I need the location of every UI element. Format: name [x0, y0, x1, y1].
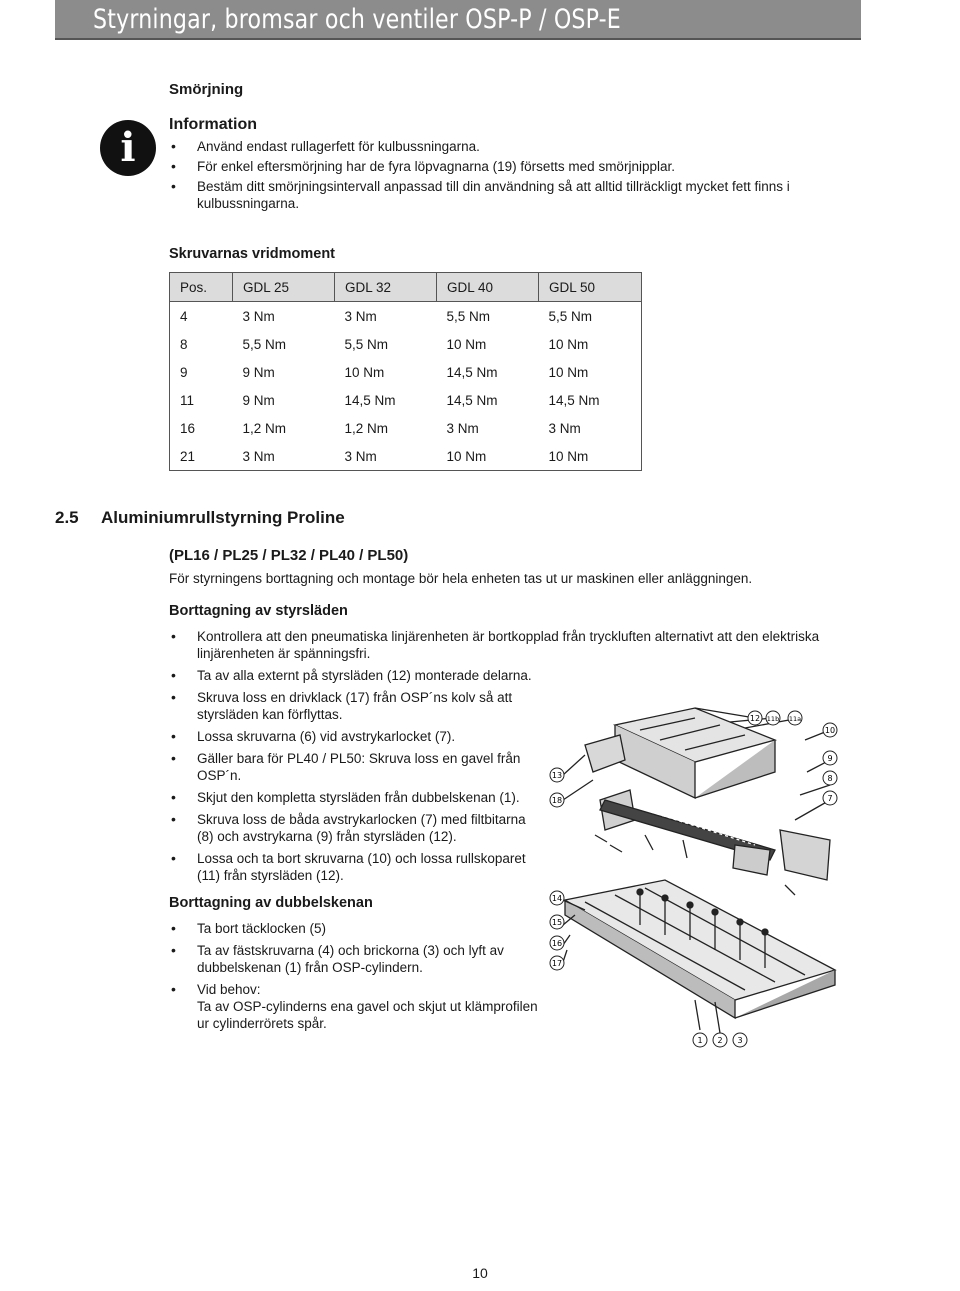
list-item: • Lossa skruvarna (6) vid avstrykarlocket (7).: [169, 728, 541, 745]
list-item: • Använd endast rullagerfett för kulbussningarna.: [169, 138, 859, 155]
table-cell: 14,5 Nm: [446, 364, 498, 380]
table-cell: 3 Nm: [344, 308, 377, 324]
list-item: • Skruva loss en drivklack (17) från OSP´ns kolv så att styrsläden kan förflyttas.: [169, 689, 541, 723]
table-cell: 5,5 Nm: [446, 308, 491, 324]
table-row: [170, 414, 642, 442]
section-title: Aluminiumrullstyrning Proline: [101, 508, 345, 527]
table-cell: 10 Nm: [548, 448, 589, 464]
table-cell: 10 Nm: [548, 364, 589, 380]
column-header: GDL 50: [539, 273, 642, 302]
table-cell: 14,5 Nm: [344, 392, 396, 408]
torque-table: [169, 272, 642, 471]
list-item: • Bestäm ditt smörjningsintervall anpassad till din användning så att alltid tillräckligt mycket fett finns i kulbussningarna.: [169, 178, 859, 212]
callout-label: 18: [551, 796, 563, 805]
callout-label: 15: [551, 918, 563, 927]
info-list: [169, 138, 859, 215]
info-icon: i: [100, 120, 156, 176]
table-cell: 5,5 Nm: [548, 308, 593, 324]
table-cell: 3 Nm: [446, 420, 479, 436]
callout-label: 3: [737, 1036, 743, 1045]
list-item: • Skruva loss de båda avstrykarlocken (7) med filtbitarna (8) och avstrykarna (9) från styrsläden (12).: [169, 811, 541, 845]
exploded-assembly-illustration: [545, 700, 845, 1060]
callout-label: 13: [551, 771, 563, 780]
table-cell: 1,2 Nm: [242, 420, 287, 436]
table-cell: 9: [180, 364, 188, 380]
table-row: [170, 302, 642, 331]
table-row: [170, 330, 642, 358]
callout-label: 10: [824, 726, 836, 735]
slide-removal-heading: Borttagning av styrsläden: [169, 603, 348, 619]
lubrication-heading: Smörjning: [169, 81, 244, 98]
callout-label: 1: [697, 1036, 703, 1045]
table-cell: 4: [180, 308, 188, 324]
section-number: 2.5: [55, 508, 79, 527]
table-cell: 9 Nm: [242, 392, 275, 408]
table-cell: 3 Nm: [242, 308, 275, 324]
list-item: • Lossa och ta bort skruvarna (10) och lossa rullskoparet (11) från styrsläden (12).: [169, 850, 541, 884]
rail-removal-steps: [169, 920, 541, 1037]
list-item: • Ta av fästskruvarna (4) och brickorna (3) och lyft av dubbelskenan (1) från OSP-cylindern.: [169, 942, 541, 976]
table-cell: 5,5 Nm: [242, 336, 287, 352]
column-header: Pos.: [170, 273, 233, 302]
table-row: [170, 442, 642, 471]
intro-text: För styrningens borttagning och montage bör hela enheten tas ut ur maskinen eller anläggningen.: [169, 571, 753, 586]
table-cell: 10 Nm: [446, 336, 487, 352]
page-number: 10: [472, 1265, 488, 1281]
column-header: GDL 32: [335, 273, 437, 302]
list-item: • Gäller bara för PL40 / PL50: Skruva loss en gavel från OSP´n.: [169, 750, 541, 784]
table-cell: 5,5 Nm: [344, 336, 389, 352]
callout-label: 7: [827, 794, 833, 803]
list-item: • Ta av alla externt på styrsläden (12) monterade delarna.: [169, 667, 541, 684]
page-title: Styrningar, bromsar och ventiler OSP-P / OSP-E: [93, 4, 621, 35]
table-header-row: [170, 273, 642, 302]
table-cell: 3 Nm: [548, 420, 581, 436]
table-row: [170, 358, 642, 386]
torque-heading: Skruvarnas vridmoment: [169, 246, 336, 262]
rail-removal-heading: Borttagning av dubbelskenan: [169, 895, 373, 911]
list-item: • Ta bort täcklocken (5): [169, 920, 541, 937]
table-cell: 10 Nm: [548, 336, 589, 352]
table-cell: 11: [180, 392, 195, 408]
table-cell: 9 Nm: [242, 364, 275, 380]
column-header: GDL 40: [437, 273, 539, 302]
callout-label: 11b: [766, 715, 780, 723]
callout-label: 16: [551, 939, 563, 948]
list-item: • Skjut den kompletta styrsläden från dubbelskenan (1).: [169, 789, 541, 806]
table-cell: 3 Nm: [344, 448, 377, 464]
table-cell: 21: [180, 448, 196, 464]
callout-label: 12: [749, 714, 761, 723]
table-cell: 1,2 Nm: [344, 420, 389, 436]
table-row: [170, 386, 642, 414]
info-heading: Information: [169, 116, 257, 133]
table-cell: 16: [180, 420, 196, 436]
list-item: • Vid behov: Ta av OSP-cylinderns ena gavel och skjut ut klämprofilen ur cylinderrörets spår.: [169, 981, 541, 1032]
callout-label: 14: [551, 894, 563, 903]
table-cell: 14,5 Nm: [548, 392, 600, 408]
column-header: GDL 25: [233, 273, 335, 302]
table-cell: 10 Nm: [344, 364, 385, 380]
list-item: • För enkel eftersmörjning har de fyra löpvagnarna (19) försetts med smörjnipplar.: [169, 158, 859, 175]
header-bar: [55, 0, 861, 40]
list-item: • Kontrollera att den pneumatiska linjärenheten är bortkopplad från tryckluften alternativt att den elektriska linjärenheten är spänningsfri.: [169, 628, 861, 662]
callout-label: 8: [827, 774, 833, 783]
callout-label: 9: [827, 754, 833, 763]
table-cell: 14,5 Nm: [446, 392, 498, 408]
callout-label: 17: [551, 959, 563, 968]
callout-label: 2: [717, 1036, 723, 1045]
table-cell: 10 Nm: [446, 448, 487, 464]
table-cell: 8: [180, 336, 188, 352]
model-list: (PL16 / PL25 / PL32 / PL40 / PL50): [169, 547, 409, 564]
callout-label: 11a: [788, 715, 802, 723]
table-cell: 3 Nm: [242, 448, 275, 464]
